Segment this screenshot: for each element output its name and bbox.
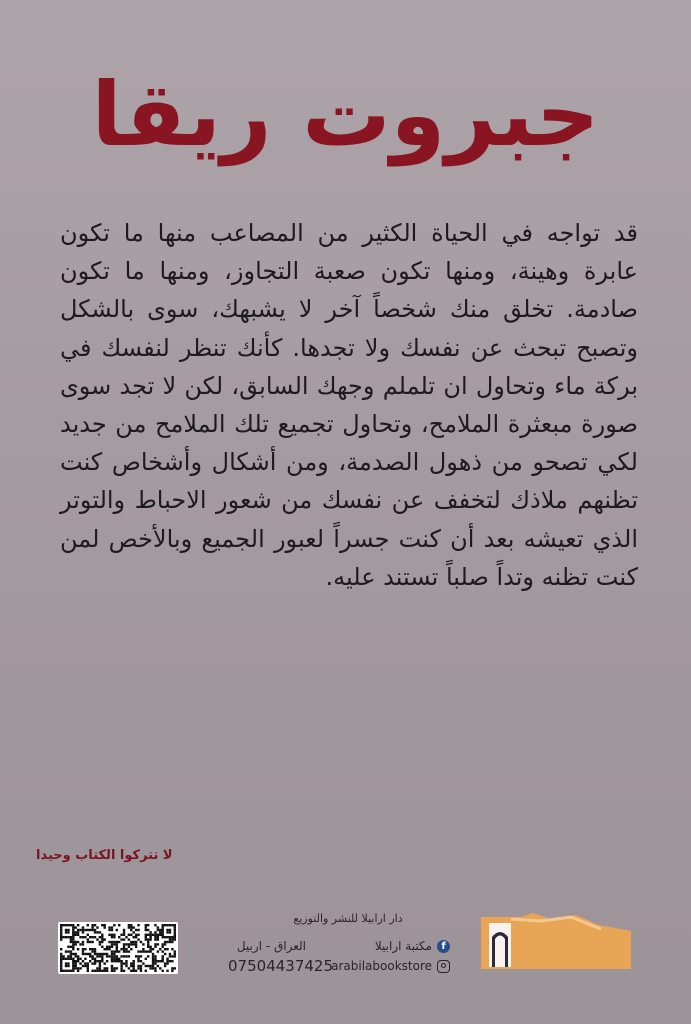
book-blurb: قد تواجه في الحياة الكثير من المصاعب منها ما تكون عابرة وهينة، ومنها تكون صعبة التجاوز، ومنها ما تكون صادمة. تخلق منك شخصاً آخر لا يشبهك، سوى بالشكل وتصبح تبحث عن نفسك ولا تجدها. كأنك تنظر لنفسك في بركة ماء وتحاول ان تلملم وجهك السابق، لكن لا تجد سوى صورة مبعثرة الملامح، وتحاول تجميع تلك الملامح من جديد لكي تصحو من ذهول الصدمة، ومن أشكال وأشخاص كنت تظنهم ملاذك لتخفف عن نفسك من شعور الاحباط والتوتر الذي تعيشه بعد أن كنت جسراً لعبور الجميع وبالأخص لمن كنت تظنه وتداً صلباً تستند عليه.	[60, 219, 638, 591]
tagline: لا تتركوا الكتاب وحيدا	[36, 848, 173, 863]
book-title: جبروت ريقا	[91, 63, 600, 166]
instagram-icon	[437, 960, 450, 973]
publisher-location	[237, 939, 306, 953]
publisher-logo	[481, 911, 631, 969]
instagram-label: arabilabookstore	[331, 959, 432, 973]
qr-code	[58, 922, 178, 974]
facebook-icon: f	[437, 940, 450, 953]
phone-label: 07504437425	[228, 957, 333, 975]
location-label: العراق - اربيل	[236, 939, 306, 953]
phone-number	[228, 957, 333, 975]
instagram-contact	[331, 959, 450, 973]
facebook-label: مكتبة ارابيلا	[374, 939, 432, 953]
facebook-contact	[375, 939, 450, 953]
publisher-name: دار ارابيلا للنشر والتوزيع	[293, 912, 403, 925]
